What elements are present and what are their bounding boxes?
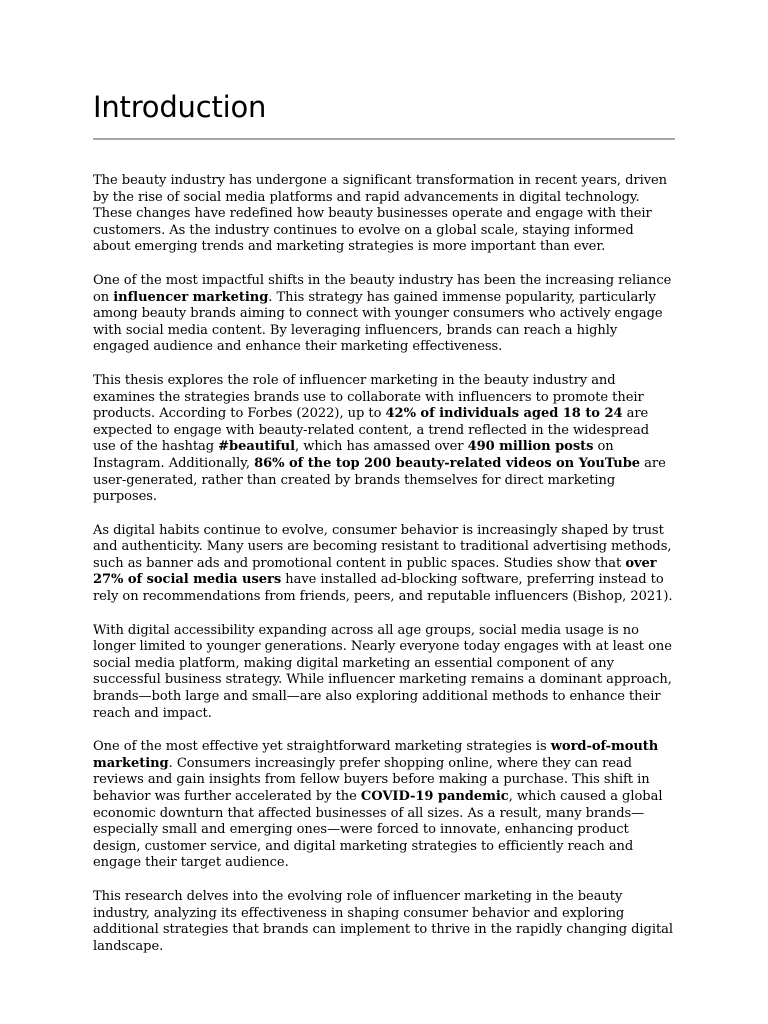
emphasis-hashtag: #beautiful (218, 439, 296, 455)
emphasis-statistic: over 27% of social media users (93, 555, 657, 588)
paragraph-4 (93, 523, 675, 606)
paragraph-text: With digital accessibility expanding across all age groups, social media usage is no longer limited to younger generations. Nearly everyone today engages with at least one social media platform, making digital marketing an essential component of any successful business strategy. While influencer marketing remains a dominant approach, brands—both large and small—are also exploring additional methods to enhance their reach and impact. (93, 622, 677, 721)
document-page (93, 88, 678, 972)
paragraph-text: are user-generated, rather than created by brands themselves for direct marketing purposes. (93, 455, 670, 505)
paragraph-text: One of the most effective yet straightforward marketing strategies is (93, 739, 551, 755)
paragraph-text: , which has amassed over (295, 439, 468, 455)
emphasis-term: word-of-mouth marketing (93, 739, 659, 771)
emphasis-statistic: 490 million posts (467, 439, 594, 455)
paragraph-5 (93, 623, 675, 723)
page-title: Introduction (93, 90, 267, 124)
paragraph-text: This thesis explores the role of influencer marketing in the beauty industry and examines the strategies brands use to collaborate with influencers to promote their products. According to Forbes (2022), up to (93, 372, 648, 422)
paragraph-text: One of the most impactful shifts in the beauty industry has been the increasing reliance on (93, 272, 676, 305)
paragraph-text: The beauty industry has undergone a significant transformation in recent years, driven by the rise of social media platforms and rapid advancements in digital technology. These changes have redefined how beauty businesses operate and engage with their customers. As the industry continues to evolve on a global scale, staying informed about emerging trends and marketing strategies is more important than ever. (93, 173, 672, 255)
document-body (93, 173, 678, 955)
paragraph-text: This research delves into the evolving role of influencer marketing in the beauty industry, analyzing its effectiveness in shaping consumer behavior and exploring additional strategies that brands can implement to thrive in the rapidly changing digital landscape. (93, 888, 678, 954)
emphasis-term: COVID-19 pandemic (360, 789, 509, 804)
paragraph-1 (93, 173, 675, 256)
paragraph-text: have installed ad-blocking software, preferring instead to rely on recommendations from friends, peers, and reputable influencers (Bishop, 2021). (93, 572, 673, 605)
paragraph-text: , which caused a global economic downturn that affected businesses of all sizes. As a result, many brands—especially small and emerging ones—were forced to innovate, enhancing product design, customer service, and digital marketing strategies to efficiently reach and engage their target audience. (93, 789, 667, 871)
title-divider (93, 138, 675, 140)
paragraph-3 (93, 373, 675, 506)
paragraph-text: are expected to engage with beauty-related content, a trend reflected in the widespread use of the hashtag (93, 406, 654, 455)
paragraph-6 (93, 739, 675, 872)
emphasis-term: influencer marketing (113, 289, 269, 305)
emphasis-statistic: 42% of individuals aged 18 to 24 (385, 406, 623, 422)
paragraph-7 (93, 888, 678, 955)
paragraph-text: . Consumers increasingly prefer shopping online, where they can read reviews and gain insights from fellow buyers before making a purchase. This shift in behavior was further accelerated by the (93, 755, 654, 804)
emphasis-statistic: 86% of the top 200 beauty-related videos on YouTube (254, 455, 641, 471)
paragraph-text: . This strategy has gained immense popularity, particularly among beauty brands aiming to connect with younger consumers who actively engage with social media content. By leveraging influencers, brands can reach a highly engaged audience and enhance their marketing effectiveness. (93, 289, 667, 355)
paragraph-text: on Instagram. Additionally, (93, 439, 618, 471)
paragraph-2 (93, 273, 675, 356)
paragraph-text: As digital habits continue to evolve, consumer behavior is increasingly shaped by trust and authenticity. Many users are becoming resistant to traditional advertising methods, such as banner ads and promotional content in public spaces. Studies show that (93, 522, 676, 571)
